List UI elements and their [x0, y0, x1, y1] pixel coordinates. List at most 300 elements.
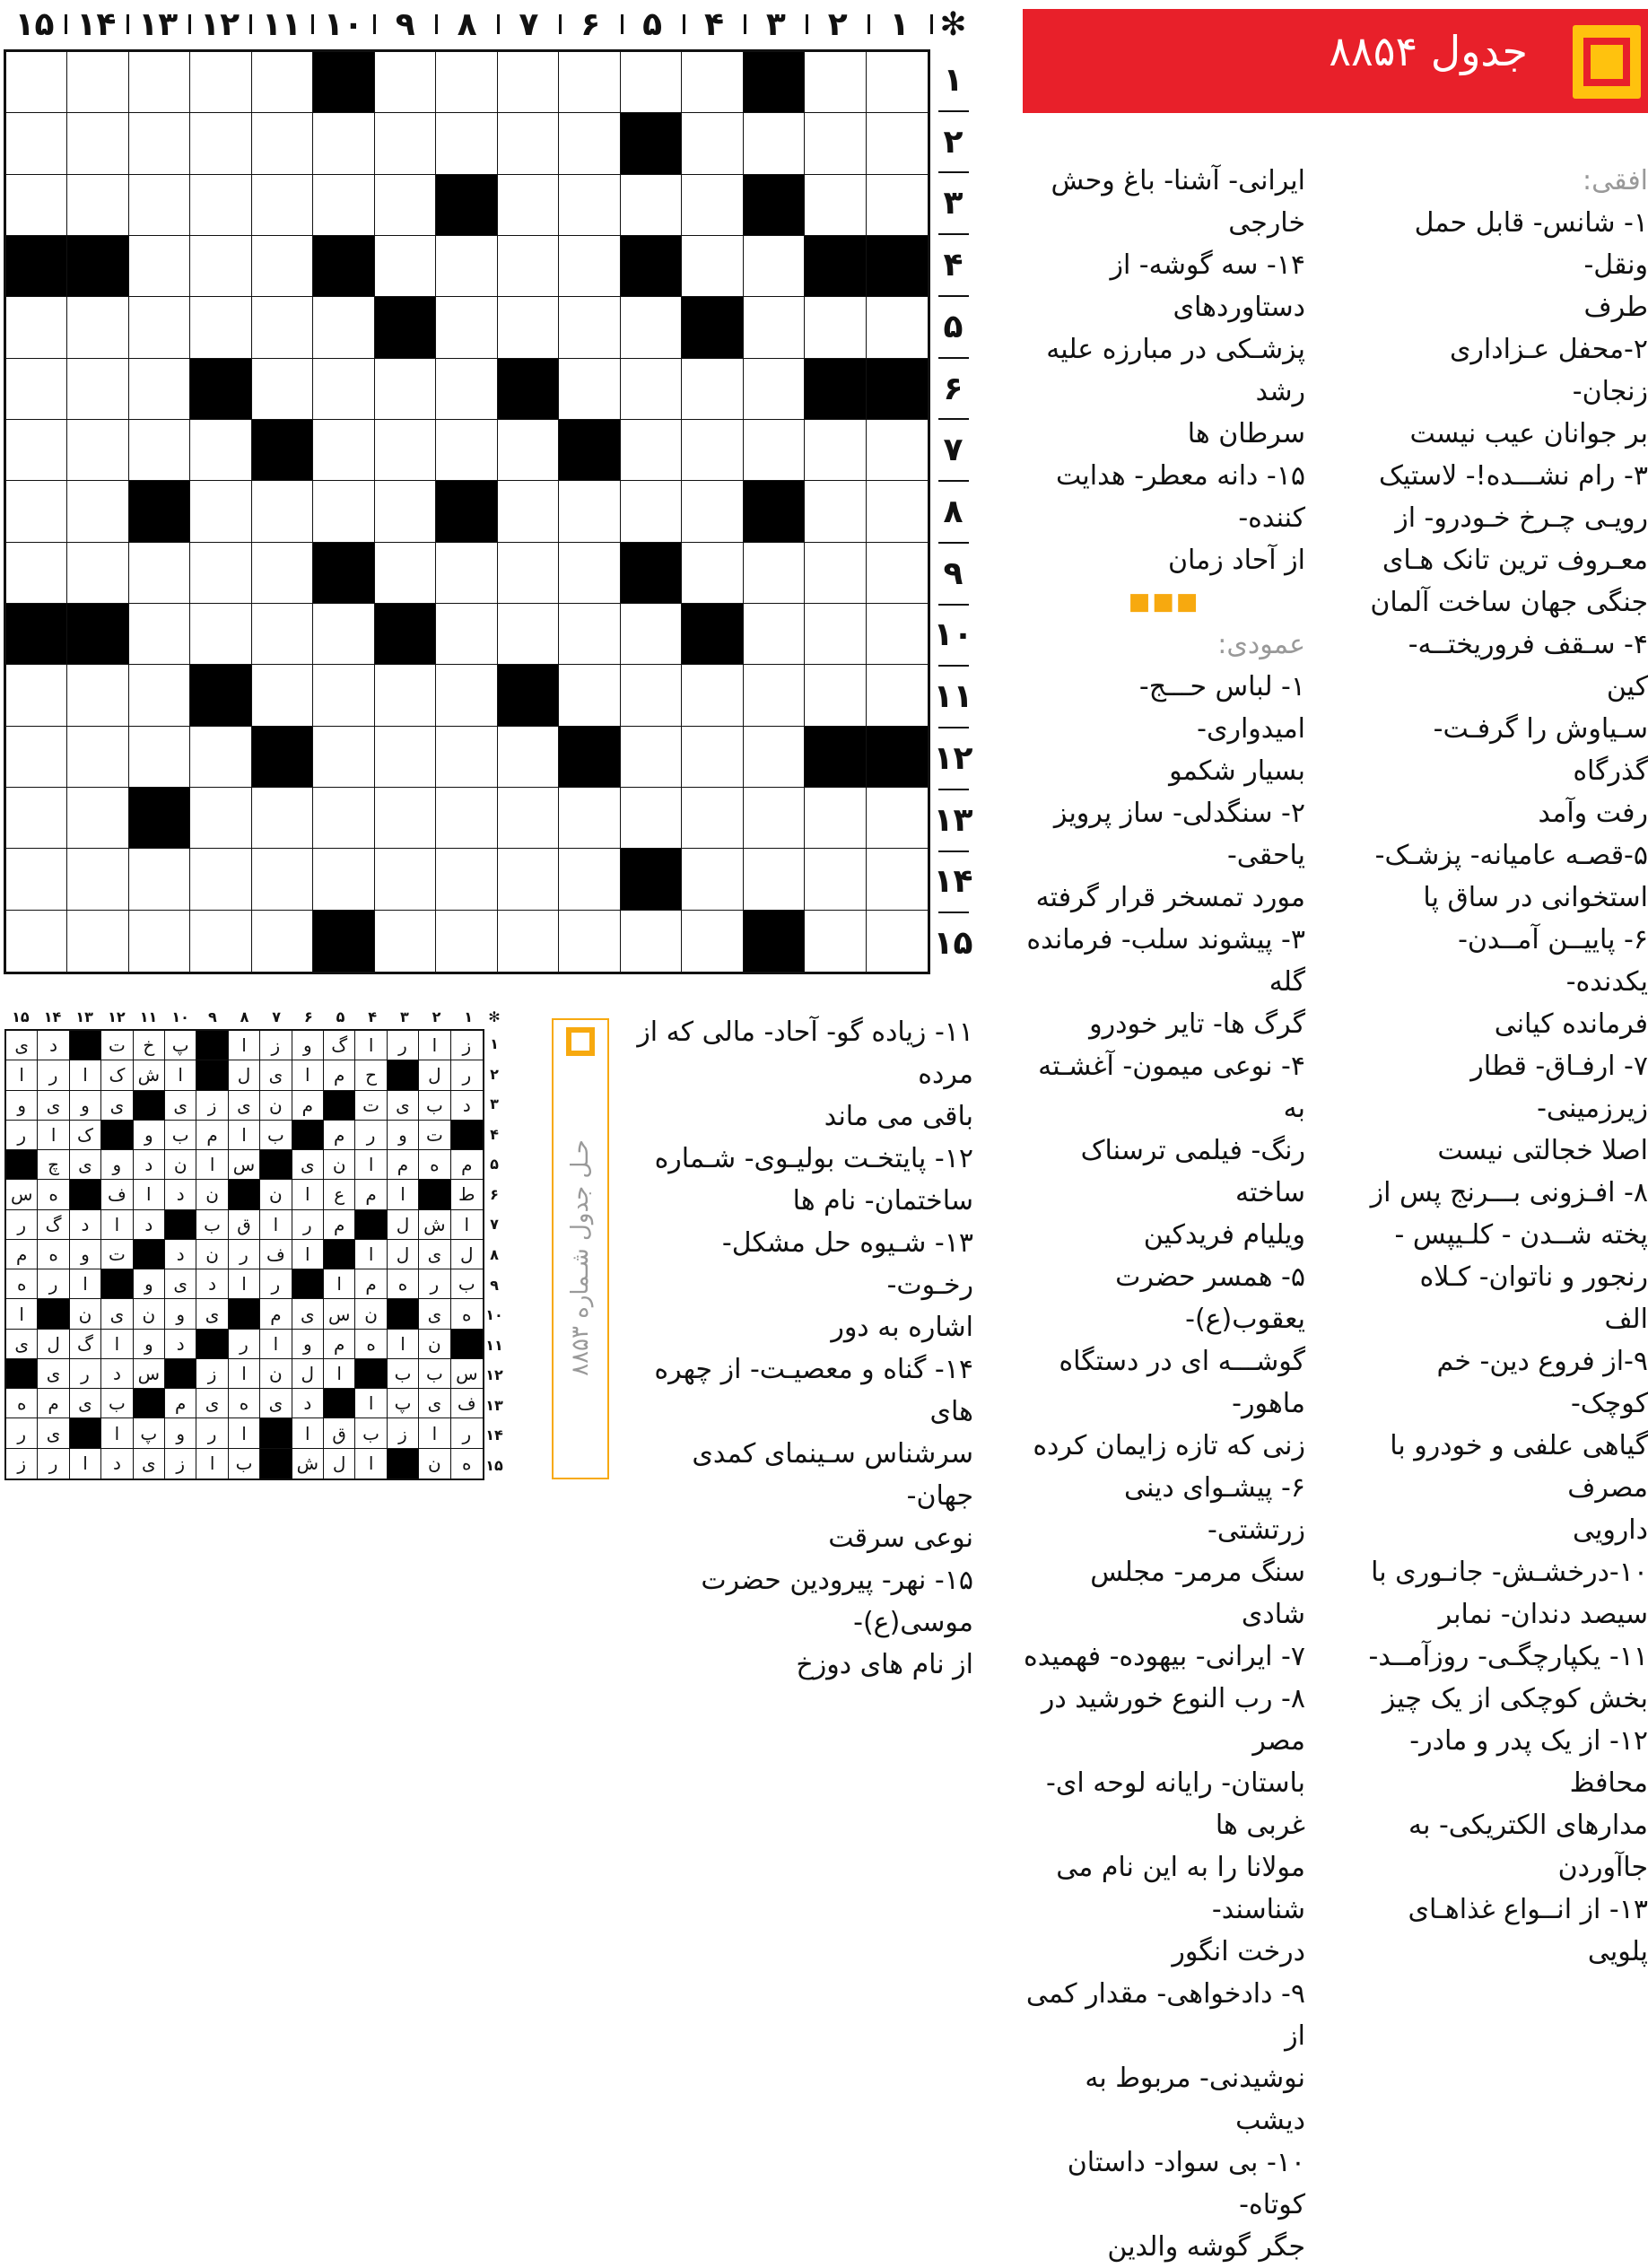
row-separator — [938, 912, 969, 913]
grid-cell[interactable] — [313, 788, 374, 849]
solution-cell: ر — [388, 1031, 419, 1060]
grid-cell[interactable] — [682, 849, 743, 910]
solution-cell: م — [165, 1389, 196, 1418]
crossword-grid[interactable] — [4, 49, 930, 974]
solution-row-number: ۶ — [490, 1185, 499, 1203]
grid-cell[interactable] — [867, 665, 928, 726]
grid-cell[interactable] — [436, 236, 497, 297]
grid-cell[interactable] — [621, 727, 682, 788]
grid-cell[interactable] — [313, 175, 374, 236]
grid-cell[interactable] — [375, 52, 436, 113]
grid-cell[interactable] — [375, 359, 436, 420]
grid-cell[interactable] — [744, 665, 805, 726]
grid-cell[interactable] — [682, 52, 743, 113]
grid-cell[interactable] — [6, 113, 67, 174]
solution-cell: ا — [388, 1330, 419, 1359]
grid-cell[interactable] — [682, 665, 743, 726]
grid-cell[interactable] — [67, 359, 128, 420]
grid-cell[interactable] — [744, 359, 805, 420]
clue-line: ویلیام فریدکین — [1143, 1219, 1305, 1251]
grid-cell[interactable] — [6, 788, 67, 849]
grid-cell[interactable] — [375, 543, 436, 604]
grid-cell[interactable] — [67, 665, 128, 726]
grid-cell[interactable] — [436, 113, 497, 174]
solution-cell: ل — [324, 1449, 355, 1479]
grid-cell[interactable] — [867, 849, 928, 910]
grid-cell[interactable] — [375, 727, 436, 788]
grid-cell[interactable] — [190, 788, 251, 849]
grid-cell[interactable] — [6, 911, 67, 972]
grid-cell[interactable] — [621, 420, 682, 481]
grid-cell[interactable] — [436, 911, 497, 972]
grid-cell[interactable] — [867, 420, 928, 481]
grid-cell[interactable] — [805, 297, 866, 358]
solution-cell: ا — [355, 1031, 387, 1060]
grid-cell[interactable] — [559, 52, 620, 113]
grid-cell[interactable] — [436, 727, 497, 788]
clues-column-middle — [1023, 160, 1305, 2268]
grid-cell[interactable] — [190, 175, 251, 236]
grid-cell[interactable] — [190, 481, 251, 542]
grid-cell[interactable] — [252, 543, 313, 604]
grid-cell[interactable] — [744, 788, 805, 849]
solution-cell: ه — [38, 1180, 69, 1209]
grid-cell[interactable] — [129, 420, 190, 481]
solution-cell: ر — [260, 1269, 292, 1299]
grid-cell[interactable] — [67, 543, 128, 604]
solution-cell: و — [101, 1150, 133, 1180]
grid-cell[interactable] — [744, 543, 805, 604]
grid-cell[interactable] — [313, 113, 374, 174]
puzzle-title: جدول ۸۸۵۴ — [1329, 27, 1528, 75]
solution-black-cell — [101, 1269, 133, 1299]
grid-cell[interactable] — [67, 175, 128, 236]
grid-cell[interactable] — [6, 359, 67, 420]
row-number: ۱ — [943, 61, 964, 99]
grid-cell[interactable] — [498, 543, 559, 604]
grid-cell[interactable] — [67, 297, 128, 358]
solution-cell: ا — [292, 1180, 324, 1209]
clue-line: ۶- پاییــن آمــدن- یکدنده- — [1458, 924, 1648, 998]
solution-black-cell — [388, 1060, 419, 1090]
row-number: ۷ — [943, 432, 964, 469]
grid-cell[interactable] — [67, 113, 128, 174]
grid-cell[interactable] — [313, 481, 374, 542]
separator-dots: ■■■ — [1128, 589, 1200, 615]
solution-row-number: ۱۵ — [485, 1456, 503, 1474]
grid-cell[interactable] — [6, 52, 67, 113]
solution-cell: م — [451, 1150, 483, 1180]
clue-line: معـروف ترین تانک هـای — [1382, 545, 1648, 576]
grid-cell[interactable] — [129, 849, 190, 910]
solution-cell: ق — [229, 1210, 260, 1240]
grid-cell[interactable] — [682, 727, 743, 788]
solution-cell: گ — [324, 1031, 355, 1060]
solution-cell: و — [134, 1269, 165, 1299]
grid-cell[interactable] — [129, 359, 190, 420]
grid-cell[interactable] — [559, 604, 620, 665]
solution-cell: ل — [229, 1060, 260, 1090]
grid-cell[interactable] — [682, 420, 743, 481]
grid-cell[interactable] — [498, 236, 559, 297]
solution-cell: ب — [101, 1389, 133, 1418]
grid-cell[interactable] — [252, 236, 313, 297]
solution-black-cell — [165, 1210, 196, 1240]
solution-cell: ا — [196, 1150, 228, 1180]
grid-cell[interactable] — [867, 543, 928, 604]
solution-cell: ر — [196, 1418, 228, 1448]
grid-cell[interactable] — [621, 52, 682, 113]
grid-cell[interactable] — [129, 727, 190, 788]
grid-cell[interactable] — [867, 911, 928, 972]
grid-cell[interactable] — [67, 727, 128, 788]
grid-cell[interactable] — [375, 175, 436, 236]
solution-cell: س — [451, 1359, 483, 1389]
solution-cell: م — [38, 1389, 69, 1418]
grid-cell[interactable] — [744, 236, 805, 297]
grid-cell[interactable] — [498, 297, 559, 358]
grid-cell[interactable] — [190, 113, 251, 174]
clue-line: سرطان ها — [1187, 418, 1305, 449]
grid-cell[interactable] — [252, 849, 313, 910]
grid-cell[interactable] — [498, 788, 559, 849]
grid-cell[interactable] — [190, 911, 251, 972]
grid-cell[interactable] — [190, 604, 251, 665]
grid-cell[interactable] — [559, 911, 620, 972]
solution-cell: ح — [355, 1060, 387, 1090]
grid-cell[interactable] — [682, 236, 743, 297]
grid-cell[interactable] — [436, 359, 497, 420]
grid-cell[interactable] — [190, 52, 251, 113]
grid-cell[interactable] — [621, 788, 682, 849]
grid-cell[interactable] — [559, 665, 620, 726]
clue-line: پخته شــدن - کلـیپس - — [1394, 1219, 1648, 1251]
grid-cell[interactable] — [867, 481, 928, 542]
grid-cell[interactable] — [252, 52, 313, 113]
grid-cell[interactable] — [805, 911, 866, 972]
grid-cell[interactable] — [498, 604, 559, 665]
grid-cell[interactable] — [6, 420, 67, 481]
solution-cell: ن — [70, 1299, 101, 1329]
grid-cell[interactable] — [67, 849, 128, 910]
grid-cell[interactable] — [498, 175, 559, 236]
grid-cell[interactable] — [498, 481, 559, 542]
grid-cell[interactable] — [867, 604, 928, 665]
grid-cell[interactable] — [313, 604, 374, 665]
black-cell — [190, 665, 251, 726]
clue-line: بر جوانان عیب نیست — [1409, 418, 1648, 449]
grid-cell[interactable] — [498, 52, 559, 113]
grid-cell[interactable] — [252, 297, 313, 358]
clue-line: طرف — [1583, 292, 1648, 323]
grid-cell[interactable] — [744, 727, 805, 788]
solution-cell: ر — [6, 1210, 38, 1240]
grid-cell[interactable] — [67, 481, 128, 542]
column-number: ۱۳ — [138, 6, 179, 43]
grid-cell[interactable] — [867, 113, 928, 174]
column-number: ۸ — [457, 6, 477, 43]
grid-cell[interactable] — [67, 420, 128, 481]
solution-cell: ر — [6, 1418, 38, 1448]
grid-cell[interactable] — [559, 788, 620, 849]
row-number: ۱۳ — [933, 801, 973, 839]
grid-cell[interactable] — [252, 481, 313, 542]
solution-cell: ی — [196, 1299, 228, 1329]
grid-cell[interactable] — [129, 113, 190, 174]
grid-cell[interactable] — [805, 788, 866, 849]
grid-cell[interactable] — [621, 665, 682, 726]
solution-cell: ش — [419, 1210, 450, 1240]
grid-cell[interactable] — [436, 420, 497, 481]
grid-cell[interactable] — [805, 543, 866, 604]
grid-cell[interactable] — [252, 113, 313, 174]
clue-line: رویـی چـرخ خـودرو- از — [1395, 502, 1648, 534]
grid-cell[interactable] — [621, 911, 682, 972]
grid-cell[interactable] — [252, 788, 313, 849]
solution-cell: ی — [38, 1091, 69, 1121]
grid-cell[interactable] — [436, 788, 497, 849]
grid-cell[interactable] — [375, 788, 436, 849]
grid-cell[interactable] — [67, 911, 128, 972]
solution-cell: س — [134, 1359, 165, 1389]
clue-line: ۱۴- گناه و معصیـت- از چهره های — [654, 1354, 973, 1427]
grid-cell[interactable] — [190, 236, 251, 297]
solution-cell: ز — [260, 1031, 292, 1060]
grid-cell[interactable] — [498, 420, 559, 481]
grid-cell[interactable] — [67, 52, 128, 113]
grid-cell[interactable] — [867, 788, 928, 849]
grid-cell[interactable] — [682, 359, 743, 420]
clue-line: ۵-قصـه عامیانه- پزشـک- — [1374, 840, 1648, 871]
solution-column-number: ۸ — [240, 1008, 249, 1025]
solution-cell: د — [134, 1150, 165, 1180]
solution-cell: ت — [101, 1031, 133, 1060]
grid-row-header — [933, 49, 973, 974]
grid-cell[interactable] — [498, 113, 559, 174]
solution-cell: و — [388, 1121, 419, 1150]
solution-cell: ا — [324, 1359, 355, 1389]
grid-cell[interactable] — [682, 788, 743, 849]
grid-cell[interactable] — [252, 359, 313, 420]
grid-cell[interactable] — [6, 297, 67, 358]
solution-column-number: ۶ — [303, 1008, 313, 1025]
grid-cell[interactable] — [621, 604, 682, 665]
clue-line: مولانا را به این نام می شناسند- — [1056, 1852, 1305, 1925]
grid-cell[interactable] — [129, 665, 190, 726]
grid-cell[interactable] — [498, 849, 559, 910]
clue-line: دارویی — [1572, 1514, 1648, 1546]
grid-cell[interactable] — [621, 481, 682, 542]
grid-cell[interactable] — [67, 788, 128, 849]
solution-cell: د — [451, 1091, 483, 1121]
clue-line: درخت انگور — [1172, 1936, 1305, 1967]
grid-cell[interactable] — [252, 911, 313, 972]
column-number: ۵ — [642, 6, 663, 43]
grid-cell[interactable] — [375, 113, 436, 174]
grid-cell[interactable] — [313, 849, 374, 910]
grid-cell[interactable] — [682, 481, 743, 542]
grid-cell[interactable] — [375, 420, 436, 481]
solution-cell: ه — [6, 1389, 38, 1418]
black-cell — [67, 604, 128, 665]
solution-cell: ل — [38, 1330, 69, 1359]
grid-cell[interactable] — [805, 52, 866, 113]
grid-cell[interactable] — [682, 113, 743, 174]
solution-cell: ن — [355, 1299, 387, 1329]
grid-cell[interactable] — [190, 420, 251, 481]
solution-black-cell — [101, 1121, 133, 1150]
grid-cell[interactable] — [6, 175, 67, 236]
solution-cell: ا — [70, 1060, 101, 1090]
grid-cell[interactable] — [375, 665, 436, 726]
grid-cell[interactable] — [6, 849, 67, 910]
corner-star: ✻ — [939, 6, 967, 43]
grid-cell[interactable] — [621, 297, 682, 358]
grid-cell[interactable] — [867, 297, 928, 358]
grid-cell[interactable] — [867, 52, 928, 113]
grid-cell[interactable] — [559, 481, 620, 542]
grid-cell[interactable] — [559, 849, 620, 910]
grid-cell[interactable] — [559, 359, 620, 420]
solution-column-number: ۷ — [272, 1008, 282, 1025]
grid-cell[interactable] — [436, 604, 497, 665]
grid-cell[interactable] — [190, 543, 251, 604]
grid-cell[interactable] — [682, 911, 743, 972]
grid-cell[interactable] — [805, 604, 866, 665]
solution-row-number: ۳ — [490, 1095, 499, 1113]
black-cell — [867, 236, 928, 297]
black-cell — [313, 911, 374, 972]
grid-cell[interactable] — [6, 543, 67, 604]
black-cell — [313, 543, 374, 604]
grid-cell[interactable] — [129, 604, 190, 665]
clue-line: اصلا خجالتی نیست — [1437, 1135, 1648, 1166]
grid-cell[interactable] — [498, 727, 559, 788]
grid-cell[interactable] — [436, 297, 497, 358]
solution-column-number: ۱۱ — [139, 1008, 158, 1025]
grid-cell[interactable] — [6, 481, 67, 542]
solution-cell: ل — [419, 1060, 450, 1090]
grid-cell[interactable] — [129, 236, 190, 297]
grid-cell[interactable] — [805, 849, 866, 910]
solution-cell: و — [165, 1299, 196, 1329]
grid-cell[interactable] — [129, 297, 190, 358]
solution-cell: ب — [196, 1210, 228, 1240]
clue-line: نوعی سرقت — [828, 1522, 973, 1554]
clue-line: بخش کوچکی از یک چیز — [1382, 1683, 1648, 1714]
grid-cell[interactable] — [129, 543, 190, 604]
grid-cell[interactable] — [621, 359, 682, 420]
arrow-icon — [1573, 25, 1641, 99]
row-separator — [938, 357, 969, 359]
clue-line: گرگ ها- تایر خودرو — [1089, 1008, 1305, 1040]
grid-cell[interactable] — [313, 727, 374, 788]
grid-cell[interactable] — [805, 420, 866, 481]
grid-cell[interactable] — [129, 52, 190, 113]
grid-cell[interactable] — [313, 420, 374, 481]
solution-label-box — [552, 1018, 609, 1479]
grid-cell[interactable] — [252, 604, 313, 665]
grid-cell[interactable] — [559, 543, 620, 604]
grid-cell[interactable] — [190, 297, 251, 358]
grid-cell[interactable] — [621, 175, 682, 236]
solution-cell: ن — [165, 1150, 196, 1180]
grid-cell[interactable] — [805, 175, 866, 236]
solution-black-cell — [134, 1240, 165, 1269]
clue-line: استخوانی در ساق پا — [1423, 882, 1648, 913]
solution-cell: ا — [355, 1449, 387, 1479]
solution-cell: ر — [451, 1060, 483, 1090]
grid-cell[interactable] — [436, 849, 497, 910]
grid-cell[interactable] — [682, 175, 743, 236]
grid-cell[interactable] — [805, 113, 866, 174]
row-number: ۹ — [943, 554, 964, 592]
grid-cell[interactable] — [805, 665, 866, 726]
grid-cell[interactable] — [867, 175, 928, 236]
grid-cell[interactable] — [436, 52, 497, 113]
grid-cell[interactable] — [744, 420, 805, 481]
grid-cell[interactable] — [559, 297, 620, 358]
grid-cell[interactable] — [744, 113, 805, 174]
clue-line: ۱۰-درخشـش- جانـوری با — [1371, 1557, 1648, 1588]
solution-cell: ا — [165, 1060, 196, 1090]
grid-cell[interactable] — [252, 665, 313, 726]
grid-cell[interactable] — [129, 911, 190, 972]
solution-cell: ف — [451, 1389, 483, 1418]
solution-cell: ا — [70, 1269, 101, 1299]
grid-cell[interactable] — [6, 727, 67, 788]
solution-cell: ب — [229, 1449, 260, 1479]
grid-cell[interactable] — [375, 911, 436, 972]
solution-cell: ر — [292, 1210, 324, 1240]
grid-cell[interactable] — [129, 175, 190, 236]
solution-cell: پ — [165, 1031, 196, 1060]
solution-cell: ر — [38, 1060, 69, 1090]
grid-cell[interactable] — [744, 297, 805, 358]
grid-cell[interactable] — [559, 113, 620, 174]
grid-cell[interactable] — [313, 359, 374, 420]
grid-cell[interactable] — [375, 481, 436, 542]
solution-column-number: ۱۳ — [75, 1008, 93, 1025]
solution-cell: ا — [229, 1418, 260, 1448]
solution-cell: ک — [70, 1121, 101, 1150]
solution-cell: ز — [196, 1359, 228, 1389]
solution-column-number: ۱۵ — [12, 1008, 30, 1025]
solution-row-number: ۱۴ — [485, 1426, 503, 1444]
grid-cell[interactable] — [6, 665, 67, 726]
solution-column-number: ۵ — [336, 1008, 345, 1025]
grid-cell[interactable] — [805, 481, 866, 542]
grid-cell[interactable] — [436, 665, 497, 726]
grid-cell[interactable] — [682, 543, 743, 604]
grid-cell[interactable] — [436, 543, 497, 604]
grid-cell[interactable] — [313, 665, 374, 726]
grid-cell[interactable] — [744, 604, 805, 665]
solution-black-cell — [388, 1449, 419, 1479]
grid-cell[interactable] — [190, 849, 251, 910]
grid-cell[interactable] — [190, 727, 251, 788]
grid-cell[interactable] — [559, 236, 620, 297]
grid-cell[interactable] — [375, 236, 436, 297]
grid-cell[interactable] — [375, 849, 436, 910]
grid-cell[interactable] — [498, 911, 559, 972]
grid-cell[interactable] — [252, 175, 313, 236]
grid-cell[interactable] — [559, 175, 620, 236]
clue-line: سنگ مرمر- مجلس شادی — [1090, 1557, 1305, 1630]
solution-cell: د — [70, 1210, 101, 1240]
grid-cell[interactable] — [744, 849, 805, 910]
grid-cell[interactable] — [313, 297, 374, 358]
